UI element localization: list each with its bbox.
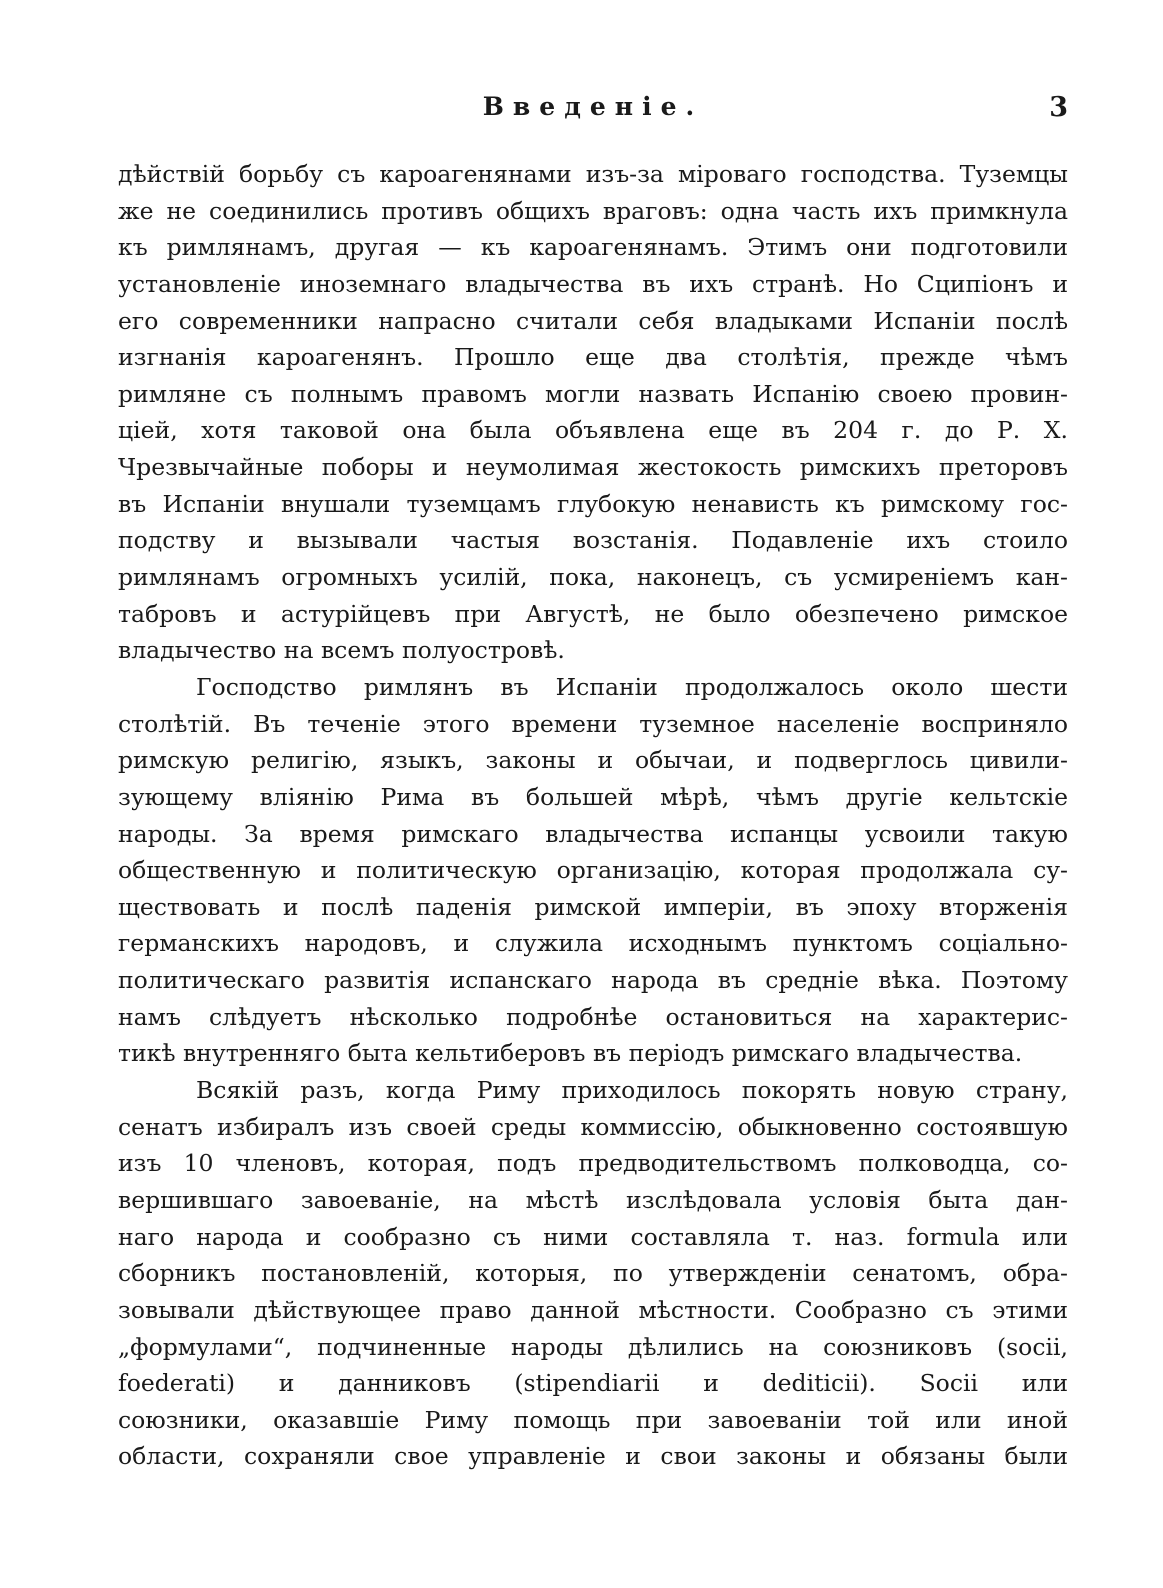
running-head [118, 92, 1068, 132]
text-line: намъ слѣдуетъ нѣсколько подробнѣе остановиться на характерис- [118, 1002, 1068, 1031]
text-line: изгнанія кароагенянъ. Прошло еще два столѣтія, прежде чѣмъ [118, 343, 1068, 372]
text-line: зовывали дѣйствующее право данной мѣстности. Сообразно съ этими [118, 1295, 1068, 1324]
text-line: римляне съ полнымъ правомъ могли назвать Испанію своею провин- [118, 379, 1068, 408]
text-line: сенатъ избиралъ изъ своей среды коммиссію, обыкновенно состоявшую [118, 1112, 1068, 1141]
text-line: foederati) и данниковъ (stipendiarii и dediticii). Socii или [118, 1369, 1068, 1398]
text-line: народы. За время римскаго владычества испанцы усвоили такую [118, 819, 1068, 848]
text-line: изъ 10 членовъ, которая, подъ предводительствомъ полководца, со- [118, 1149, 1068, 1178]
text-line: установленіе иноземнаго владычества въ ихъ странѣ. Но Сципіонъ и [118, 269, 1068, 298]
text-line: табровъ и астурійцевъ при Августѣ, не было обезпечено римское [118, 599, 1068, 628]
text-line: политическаго развитія испанскаго народа въ средніе вѣка. Поэтому [118, 966, 1068, 995]
text-line: зующему вліянію Рима въ большей мѣрѣ, чѣмъ другіе кельтскіе [118, 782, 1068, 811]
text-line: союзники, оказавшіе Риму помощь при завоеваніи той или иной [118, 1405, 1068, 1434]
page-number: 3 [1049, 92, 1068, 123]
text-line: римлянамъ огромныхъ усилій, пока, наконецъ, съ усмиреніемъ кан- [118, 563, 1068, 592]
text-line: римскую религію, языкъ, законы и обычаи, и подверглось цивили- [118, 746, 1068, 775]
text-line: столѣтій. Въ теченіе этого времени туземное населеніе восприняло [118, 709, 1068, 738]
text-line: вершившаго завоеваніе, на мѣстѣ изслѣдовала условія быта дан- [118, 1185, 1068, 1214]
text-line: его современники напрасно считали себя владыками Испаніи послѣ [118, 306, 1068, 335]
text-line: подству и вызывали частыя возстанія. Подавленіе ихъ стоило [118, 526, 1068, 555]
text-line: ціей, хотя таковой она была объявлена еще въ 204 г. до Р. Х. [118, 416, 1068, 445]
paragraph-end-line: владычество на всемъ полуостровѣ. [118, 636, 565, 665]
body-text [118, 156, 1068, 1475]
text-line: общественную и политическую организацію, которая продолжала су- [118, 856, 1068, 885]
text-line: наго народа и сообразно съ ними составляла т. наз. formula или [118, 1222, 1068, 1251]
text-line: въ Испаніи внушали туземцамъ глубокую ненависть къ римскому гос- [118, 489, 1068, 518]
paragraph-end-line: тикѣ внутренняго быта кельтиберовъ въ періодъ римскаго владычества. [118, 1039, 1023, 1068]
text-line: области, сохраняли свое управленіе и свои законы и обязаны были [118, 1442, 1068, 1471]
paragraph-start-line: Господство римлянъ въ Испаніи продолжалось около шести [196, 672, 1068, 701]
text-line: „формулами“, подчиненные народы дѣлились на союзниковъ (socii, [118, 1332, 1068, 1361]
text-line: дѣйствій борьбу съ кароагенянами изъ-за міроваго господства. Туземцы [118, 160, 1068, 188]
text-line: къ римлянамъ, другая — къ кароагенянамъ. Этимъ они подготовили [118, 233, 1068, 262]
paragraph-start-line: Всякій разъ, когда Риму приходилось покорять новую страну, [196, 1076, 1068, 1105]
text-line: ществовать и послѣ паденія римской имперіи, въ эпоху вторженія [118, 892, 1068, 921]
text-line: сборникъ постановленій, которыя, по утвержденіи сенатомъ, обра- [118, 1259, 1068, 1288]
text-line: Чрезвычайные поборы и неумолимая жестокость римскихъ преторовъ [118, 453, 1068, 482]
text-line: же не соединились противъ общихъ враговъ: одна часть ихъ примкнула [118, 196, 1068, 225]
chapter-title: Введеніе. [482, 92, 704, 121]
text-line: германскихъ народовъ, и служила исходнымъ пунктомъ соціально- [118, 929, 1068, 958]
